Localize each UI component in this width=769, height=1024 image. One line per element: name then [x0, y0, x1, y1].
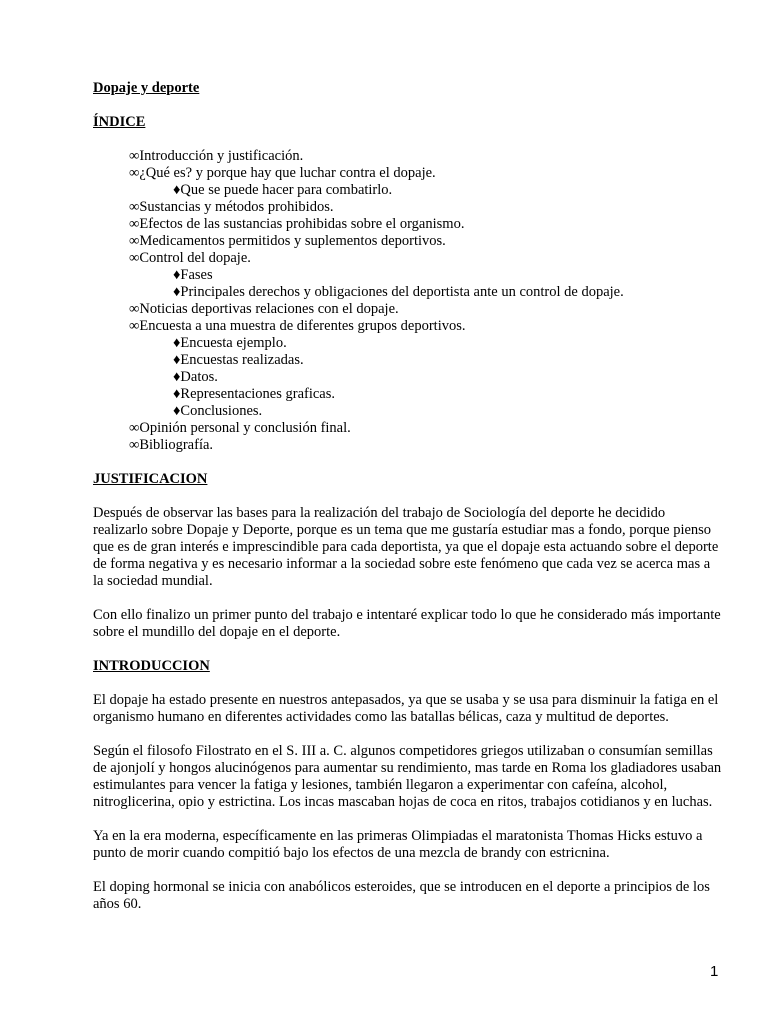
toc-item-label: Encuesta a una muestra de diferentes grupos deportivos. — [139, 318, 466, 334]
body-paragraph: Ya en la era moderna, específicamente en las primeras Olimpiadas el maratonista Thomas Hicks estuvo a punto de morir cuando compitió bajo los efectos de una mezcla de brandy con estricnina. — [93, 828, 703, 861]
body-paragraph: El doping hormonal se inicia con anabólicos esteroides, que se introducen en el deporte a principios de los años 60. — [93, 879, 710, 912]
table-of-contents — [93, 148, 723, 454]
infinity-bullet-icon: ∞ — [129, 318, 140, 334]
toc-item — [93, 216, 723, 233]
document-title: Dopaje y deporte — [93, 80, 200, 96]
infinity-bullet-icon: ∞ — [129, 437, 140, 453]
infinity-bullet-icon: ∞ — [129, 165, 140, 181]
toc-item — [93, 284, 723, 301]
toc-item-label: Medicamentos permitidos y suplementos deportivos. — [139, 233, 446, 249]
toc-item-label: Control del dopaje. — [139, 250, 251, 266]
toc-item-label: Encuestas realizadas. — [180, 352, 304, 368]
toc-item-label: Noticias deportivas relaciones con el dopaje. — [139, 301, 399, 317]
toc-item — [93, 165, 723, 182]
toc-item-label: Fases — [180, 267, 213, 283]
diamond-bullet-icon: ♦ — [173, 369, 181, 385]
body-paragraph: Después de observar las bases para la realización del trabajo de Sociología del deporte he decidido realizarlo sobre Dopaje y Deporte, porque es un tema que me gustaría estudiar mas a fondo, porque pienso que es de gran interés e imprescindible para cada deportista, ya que el dopaje esta actuando sobre el deporte de forma negativa y es necesario informar a la sociedad sobre este fenómeno que cada vez se acerca mas a la sociedad mundial. — [93, 505, 719, 589]
introduccion-heading: INTRODUCCION — [93, 658, 210, 674]
toc-item — [93, 352, 723, 369]
toc-item-label: Efectos de las sustancias prohibidas sobre el organismo. — [139, 216, 465, 232]
toc-item — [93, 182, 723, 199]
infinity-bullet-icon: ∞ — [129, 216, 140, 232]
toc-item — [93, 437, 723, 454]
toc-item — [93, 199, 723, 216]
toc-item — [93, 233, 723, 250]
diamond-bullet-icon: ♦ — [173, 403, 181, 419]
diamond-bullet-icon: ♦ — [173, 386, 181, 402]
toc-item-label: Datos. — [180, 369, 218, 385]
diamond-bullet-icon: ♦ — [173, 352, 181, 368]
toc-item — [93, 250, 723, 267]
toc-item — [93, 148, 723, 165]
diamond-bullet-icon: ♦ — [173, 284, 181, 300]
toc-item-label: Opinión personal y conclusión final. — [139, 420, 351, 436]
document-page — [93, 80, 723, 913]
toc-item-label: Bibliografía. — [139, 437, 214, 453]
toc-item-label: Que se puede hacer para combatirlo. — [180, 182, 393, 198]
toc-item-label: Representaciones graficas. — [180, 386, 335, 402]
body-paragraph: Con ello finalizo un primer punto del trabajo e intentaré explicar todo lo que he considerado más importante sobre el mundillo del dopaje en el deporte. — [93, 607, 721, 640]
infinity-bullet-icon: ∞ — [129, 233, 140, 249]
body-paragraph: El dopaje ha estado presente en nuestros antepasados, ya que se usaba y se usa para disminuir la fatiga en el organismo humano en diferentes actividades como las batallas bélicas, caza y multitud de deportes. — [93, 692, 719, 725]
toc-item — [93, 267, 723, 284]
toc-item — [93, 386, 723, 403]
toc-item-label: ¿Qué es? y porque hay que luchar contra el dopaje. — [139, 165, 436, 181]
infinity-bullet-icon: ∞ — [129, 148, 140, 164]
infinity-bullet-icon: ∞ — [129, 301, 140, 317]
toc-item — [93, 301, 723, 318]
toc-item-label: Principales derechos y obligaciones del deportista ante un control de dopaje. — [180, 284, 624, 300]
body-paragraph: Según el filosofo Filostrato en el S. III a. C. algunos competidores griegos utilizaban o consumían semillas de ajonjolí y hongos alucinógenos para aumentar su rendimiento, mas tarde en Roma los gladiadores usaban estimulantes para vencer la fatiga y lesiones, también llegaron a experimentar con cafeína, alcohol, nitroglicerina, opio y estrictina. Los incas mascaban hojas de coca en ritos, trabajos cotidianos y en luchas. — [93, 743, 722, 810]
diamond-bullet-icon: ♦ — [173, 335, 181, 351]
toc-item — [93, 369, 723, 386]
infinity-bullet-icon: ∞ — [129, 420, 140, 436]
toc-item-label: Conclusiones. — [180, 403, 263, 419]
infinity-bullet-icon: ∞ — [129, 250, 140, 266]
diamond-bullet-icon: ♦ — [173, 267, 181, 283]
toc-item-label: Introducción y justificación. — [139, 148, 304, 164]
page-number: 1 — [710, 963, 719, 980]
justificacion-heading: JUSTIFICACION — [93, 471, 208, 487]
toc-item — [93, 335, 723, 352]
toc-item — [93, 318, 723, 335]
diamond-bullet-icon: ♦ — [173, 182, 181, 198]
index-heading: ÍNDICE — [93, 114, 146, 130]
toc-item — [93, 403, 723, 420]
toc-item-label: Sustancias y métodos prohibidos. — [139, 199, 334, 215]
toc-item-label: Encuesta ejemplo. — [180, 335, 287, 351]
toc-item — [93, 420, 723, 437]
infinity-bullet-icon: ∞ — [129, 199, 140, 215]
